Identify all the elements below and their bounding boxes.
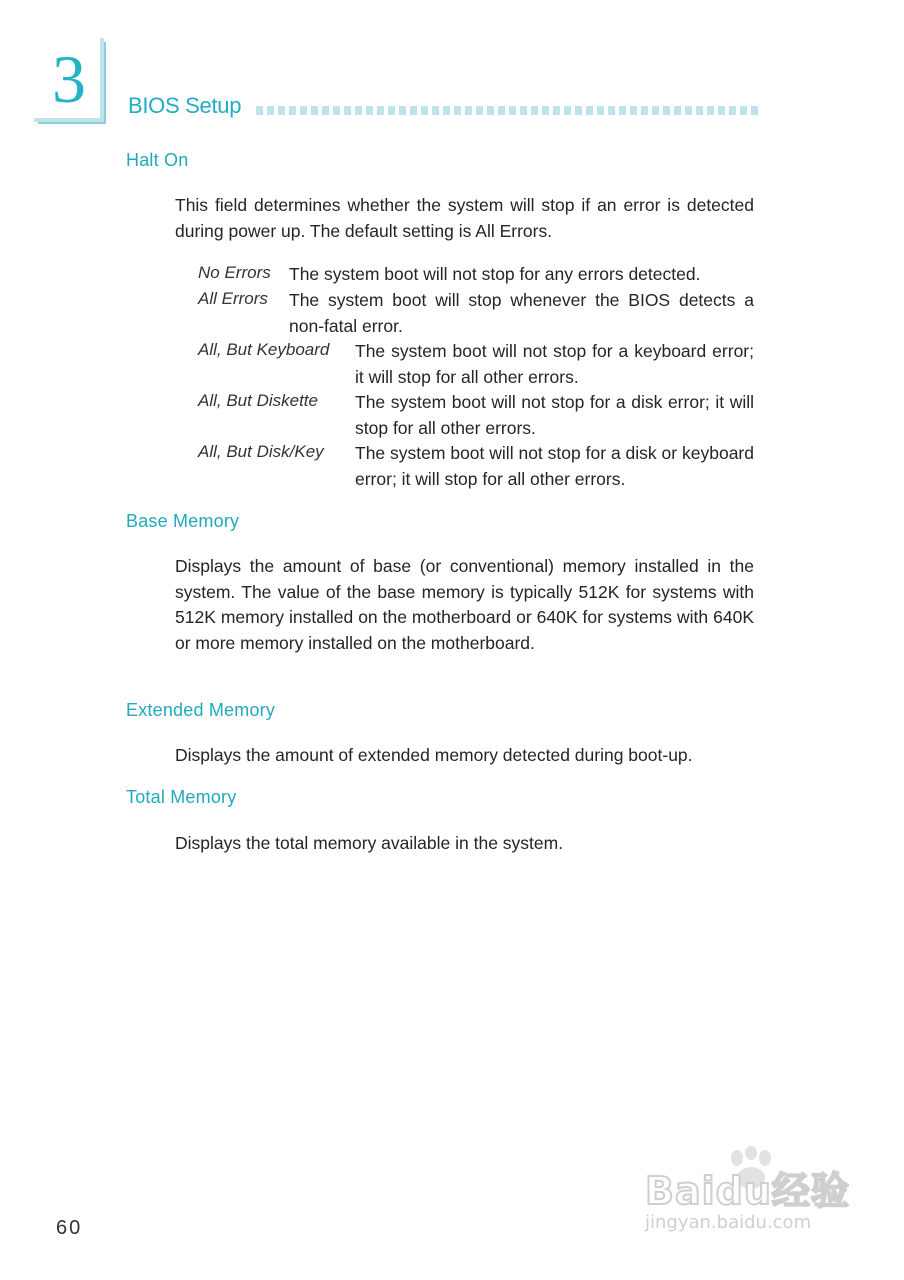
dotted-rule <box>256 106 758 115</box>
option-term: No Errors <box>198 263 271 282</box>
baidu-watermark <box>645 1150 855 1250</box>
chapter-tab-rule-vertical-shadow <box>104 42 106 124</box>
chapter-tab <box>34 38 104 120</box>
heading-total-memory: Total Memory <box>126 787 237 807</box>
heading-base-memory: Base Memory <box>126 511 240 531</box>
option-term: All, But Diskette <box>198 391 318 410</box>
total-memory-description: Displays the total memory available in the system. <box>175 833 564 853</box>
chapter-tab-rule-horizontal-shadow <box>38 122 106 124</box>
option-desc: The system boot will stop whenever the BIOS detects a non-fatal error. <box>289 290 754 336</box>
watermark-brand: Baidu经验 <box>645 1169 850 1213</box>
option-desc: The system boot will not stop for a disk error; it will stop for all other errors. <box>355 392 754 438</box>
option-desc: The system boot will not stop for any errors detected. <box>289 264 701 284</box>
chapter-title: BIOS Setup <box>128 93 242 118</box>
option-term: All, But Keyboard <box>198 340 330 359</box>
heading-extended-memory: Extended Memory <box>126 700 276 720</box>
option-desc: The system boot will not stop for a keyboard error; it will stop for all other errors. <box>355 341 754 387</box>
watermark-url: jingyan.baidu.com <box>645 1212 812 1233</box>
option-term: All Errors <box>198 289 268 308</box>
heading-halt-on: Halt On <box>126 150 189 170</box>
chapter-number: 3 <box>52 41 86 117</box>
page-number: 60 <box>56 1217 83 1239</box>
base-memory-description: Displays the amount of base (or conventional) memory installed in the system. The value of the base memory is typically 512K for systems with 512K memory installed on the motherboard or 640K for systems with 640K or more memory installed on the motherboard. <box>175 556 754 653</box>
option-term: All, But Disk/Key <box>198 442 324 461</box>
extended-memory-description: Displays the amount of extended memory detected during boot-up. <box>175 745 693 765</box>
halt-on-description: This field determines whether the system will stop if an error is detected during power up. The default setting is All Errors. <box>175 195 754 241</box>
option-desc: The system boot will not stop for a disk or keyboard error; it will stop for all other errors. <box>355 443 754 489</box>
